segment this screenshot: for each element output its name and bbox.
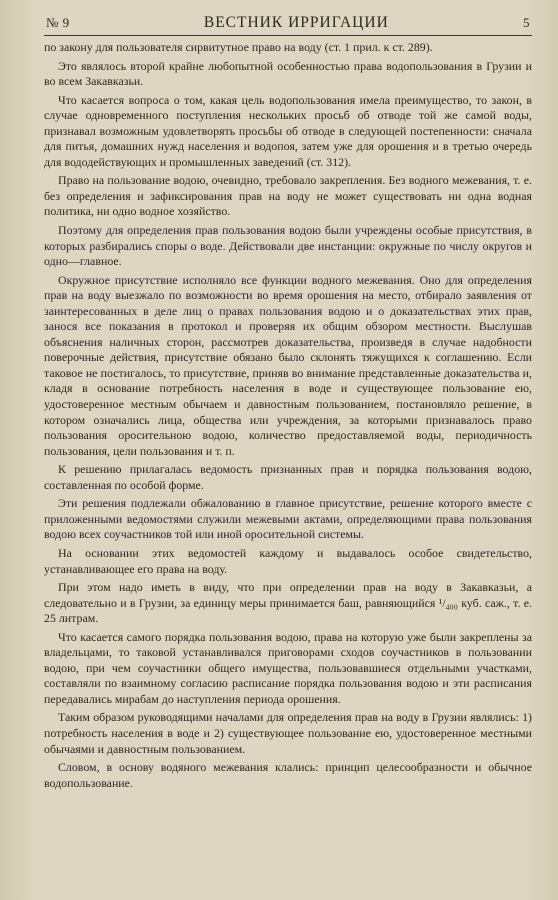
paragraph: Что касается вопроса о том, какая цель водопользования имела преимущество, то закон, в случае одновременного поступления нескольких просьб об отводе той же самой воды, признавал возможным удовлетворять просьбы об отводе в следующей постепенности: сначала для питья, домашних нужд населения и водопоя, затем уже для орошения и в третью очередь для вододействующих и промышленных заведений (ст. 312). [44,92,532,169]
paragraph: Словом, в основу водяного межевания клались: принцип целесообразности и обычное водопользование. [44,760,532,790]
paragraph: Таким образом руководящими началами для определения прав на воду в Грузии являлись: 1) потребность населения в воде и 2) существующее пользование ею, удостоверенное местными обычаями и давностным пользованием. [44,710,532,756]
issue-number: № 9 [46,15,70,30]
paragraph: по закону для пользователя сирвитутное право на воду (ст. 1 прил. к ст. 289). [44,40,433,54]
article-body [44,40,532,791]
paragraph: Окружное присутствие исполняло все функции водного межевания. Оно для определения прав на воду выезжало по возможности во время орошения на место, отбирало заявления от заинтересованных в деле лиц о правах пользования водою и о доказательствах этих прав, занося все показания в протокол и проверяя их общим обзором местности. Выслушав объяснения наличных сторон, рассмотрев доказательства, произведя в случае надобности поверочные действия, присутствие обязано было склонять тяжущихся к соглашению. Если таковое не постигалось, то присутствие, приняв во внимание представленные доказательства и, кладя в основание потребность населения в воде и существующее пользование ею, удостоверенное местным обычаем и давностным пользованием, постановляло решение, в котором означались лица, общества или учреждения, за которыми признавалось право пользования оросительною водою, количество предоставляемой воды, периодичность пользования, цели пользования и т. п. [44,272,532,458]
paragraph: Это являлось второй крайне любопытной особенностью права водопользования в Грузии и во всем Закавказьи. [44,58,532,89]
paragraph: К решению прилагалась ведомость признанных прав и порядка пользования водою, составленная по особой форме. [44,462,532,492]
paragraph: Поэтому для определения прав пользования водою были учреждены особые присутствия, в которых разбирались споры о воде. Действовали две инстанции: окружные по числу округов и одно—главное. [44,223,532,269]
paragraph: Что касается самого порядка пользования водою, права на которую уже были закреплены за владельцами, то таковой устанавливался приговорами сходов соучастников в пользовании водою, при чем соучастники общего имущества, пользовавшиеся отдельными участками, составляли по взаимному согласию расписание порядка пользования водою и эти расписания передавались мирабам до наступления периода орошения. [44,629,532,706]
page-number: 5 [522,15,530,30]
journal-title: ВЕСТНИК ИРРИГАЦИИ [203,14,389,31]
paragraph: При этом надо иметь в виду, что при определении прав на воду в Закавказьи, а следовательно и в Грузии, за единицу меры принимается баш, равняющийся ¹/₄₀₀ куб. саж., т. е. 25 литрам. [44,580,532,626]
page-header [44,14,532,36]
paragraph: Эти решения подлежали обжалованию в главное присутствие, решение которого вместе с приложенными ведомостями служили межевыми актами, определяющими права пользования водою всех соучастников той или иной оросительной системы. [44,496,532,542]
paragraph: На основании этих ведомостей каждому и выдавалось особое свидетельство, устанавливающее его права на воду. [44,545,532,576]
paragraph: Право на пользование водою, очевидно, требовало закрепления. Без водного межевания, т. е. без определения и зафиксирования прав на воду не может существовать ни одна водная политика, ни одно водное хозяйство. [44,173,532,219]
